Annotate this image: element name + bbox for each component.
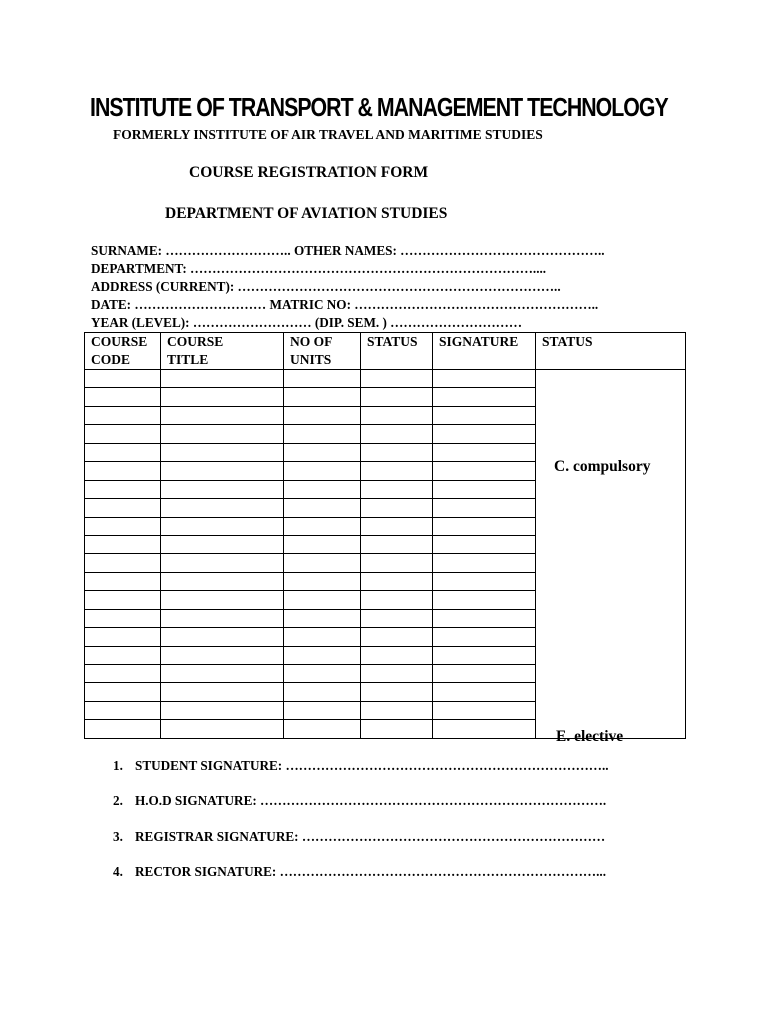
course-title-cell[interactable] [161,572,284,590]
header-status: STATUS [361,333,433,370]
signature-cell[interactable] [433,609,536,627]
table-row [85,370,686,388]
signature-cell[interactable] [433,425,536,443]
status-legend-cell [536,370,686,745]
status-cell[interactable] [361,406,433,424]
header-course-code: COURSE CODE [85,333,161,370]
status-cell[interactable] [361,388,433,406]
course-code-cell[interactable] [85,480,161,498]
header-signature: SIGNATURE [433,333,536,370]
signature-cell[interactable] [433,646,536,664]
course-code-cell[interactable] [85,388,161,406]
legend-compulsory: C. compulsory [554,458,651,475]
course-code-cell[interactable] [85,720,161,739]
units-cell[interactable] [284,646,361,664]
signature-cell[interactable] [433,517,536,535]
units-cell[interactable] [284,535,361,553]
units-cell[interactable] [284,591,361,609]
signature-number: 2. [113,793,123,808]
status-cell[interactable] [361,665,433,683]
status-cell[interactable] [361,554,433,572]
course-code-cell[interactable] [85,462,161,480]
signature-cell[interactable] [433,499,536,517]
course-code-cell[interactable] [85,591,161,609]
legend-elective: E. elective [556,728,624,745]
units-cell[interactable] [284,517,361,535]
signature-cell[interactable] [433,665,536,683]
department-field[interactable]: DEPARTMENT: …………………………………………………………………….... [91,261,547,276]
address-field[interactable]: ADDRESS (CURRENT): ……………………………………………………………….. [91,279,561,294]
course-code-cell[interactable] [85,665,161,683]
signature-number: 1. [113,758,123,773]
units-cell[interactable] [284,609,361,627]
status-cell[interactable] [361,628,433,646]
units-cell[interactable] [284,665,361,683]
signature-cell[interactable] [433,683,536,701]
course-title-cell[interactable] [161,425,284,443]
registrar-signature-line[interactable] [113,829,605,845]
units-cell[interactable] [284,388,361,406]
course-title-cell[interactable] [161,665,284,683]
hod-signature-label: H.O.D SIGNATURE: ……………………………………………………………………. [135,793,607,808]
signature-cell[interactable] [433,388,536,406]
status-cell[interactable] [361,480,433,498]
course-title-cell[interactable] [161,554,284,572]
status-cell[interactable] [361,683,433,701]
units-cell[interactable] [284,425,361,443]
units-cell[interactable] [284,406,361,424]
course-code-cell[interactable] [85,554,161,572]
signature-cell[interactable] [433,535,536,553]
student-signature-label: STUDENT SIGNATURE: ……………………………………………………………….. [135,758,609,773]
header-status-legend: STATUS [536,333,686,370]
status-cell[interactable] [361,572,433,590]
course-title-cell[interactable] [161,406,284,424]
signature-cell[interactable] [433,370,536,388]
signature-cell[interactable] [433,443,536,461]
registrar-signature-label: REGISTRAR SIGNATURE: …………………………………………………………… [135,829,606,844]
signature-cell[interactable] [433,462,536,480]
status-cell[interactable] [361,370,433,388]
units-cell[interactable] [284,683,361,701]
signature-cell[interactable] [433,480,536,498]
student-signature-line[interactable] [113,758,609,774]
hod-signature-line[interactable] [113,793,606,809]
status-cell[interactable] [361,499,433,517]
course-title-cell[interactable] [161,443,284,461]
year-level-field[interactable]: YEAR (LEVEL): ……………………… (DIP. SEM. ) ………………………… [91,315,523,330]
course-code-cell[interactable] [85,572,161,590]
course-title-cell[interactable] [161,480,284,498]
course-title-cell[interactable] [161,628,284,646]
header-course-title: COURSE TITLE [161,333,284,370]
course-code-cell[interactable] [85,370,161,388]
course-title-cell[interactable] [161,388,284,406]
status-cell[interactable] [361,609,433,627]
course-title-cell[interactable] [161,720,284,739]
signature-cell[interactable] [433,720,536,739]
units-cell[interactable] [284,701,361,719]
course-code-cell[interactable] [85,609,161,627]
status-cell[interactable] [361,701,433,719]
signature-cell[interactable] [433,591,536,609]
course-code-cell[interactable] [85,628,161,646]
signature-cell[interactable] [433,701,536,719]
course-title-cell[interactable] [161,591,284,609]
form-title: COURSE REGISTRATION FORM [189,164,429,181]
signature-number: 4. [113,864,123,879]
department-title: DEPARTMENT OF AVIATION STUDIES [165,205,448,222]
course-title-cell[interactable] [161,683,284,701]
institute-title: INSTITUTE OF TRANSPORT & MANAGEMENT TECHNOLOGY [90,92,668,122]
date-matric-field[interactable]: DATE: ………………………… MATRIC NO: ……………………………………………….. [91,297,599,312]
surname-othernames-field[interactable]: SURNAME: ……………………….. OTHER NAMES: ……………………………………….. [91,243,605,258]
formerly-subtitle: FORMERLY INSTITUTE OF AIR TRAVEL AND MARITIME STUDIES [113,127,543,142]
signature-cell[interactable] [433,572,536,590]
course-title-cell[interactable] [161,646,284,664]
course-title-cell[interactable] [161,535,284,553]
course-title-cell[interactable] [161,462,284,480]
course-title-cell[interactable] [161,370,284,388]
units-cell[interactable] [284,480,361,498]
units-cell[interactable] [284,499,361,517]
course-code-cell[interactable] [85,406,161,424]
course-code-cell[interactable] [85,535,161,553]
rector-signature-line[interactable] [113,864,606,880]
course-code-cell[interactable] [85,425,161,443]
signature-cell[interactable] [433,406,536,424]
header-units: NO OF UNITS [284,333,361,370]
course-code-cell[interactable] [85,443,161,461]
signature-cell[interactable] [433,554,536,572]
status-cell[interactable] [361,535,433,553]
course-table [84,332,686,745]
status-cell[interactable] [361,646,433,664]
course-title-cell[interactable] [161,517,284,535]
units-cell[interactable] [284,443,361,461]
status-cell[interactable] [361,425,433,443]
course-code-cell[interactable] [85,517,161,535]
units-cell[interactable] [284,572,361,590]
table-body [85,370,686,745]
units-cell[interactable] [284,554,361,572]
status-cell[interactable] [361,591,433,609]
units-cell[interactable] [284,720,361,739]
course-code-cell[interactable] [85,701,161,719]
course-title-cell[interactable] [161,499,284,517]
course-code-cell[interactable] [85,499,161,517]
course-title-cell[interactable] [161,701,284,719]
status-cell[interactable] [361,462,433,480]
status-cell[interactable] [361,443,433,461]
course-code-cell[interactable] [85,646,161,664]
units-cell[interactable] [284,628,361,646]
status-cell[interactable] [361,720,433,739]
rector-signature-label: RECTOR SIGNATURE: ………………………………………………………………... [135,864,606,879]
course-title-cell[interactable] [161,609,284,627]
signature-cell[interactable] [433,628,536,646]
units-cell[interactable] [284,370,361,388]
units-cell[interactable] [284,462,361,480]
course-code-cell[interactable] [85,683,161,701]
table-header-row [85,333,686,370]
signature-number: 3. [113,829,123,844]
status-cell[interactable] [361,517,433,535]
